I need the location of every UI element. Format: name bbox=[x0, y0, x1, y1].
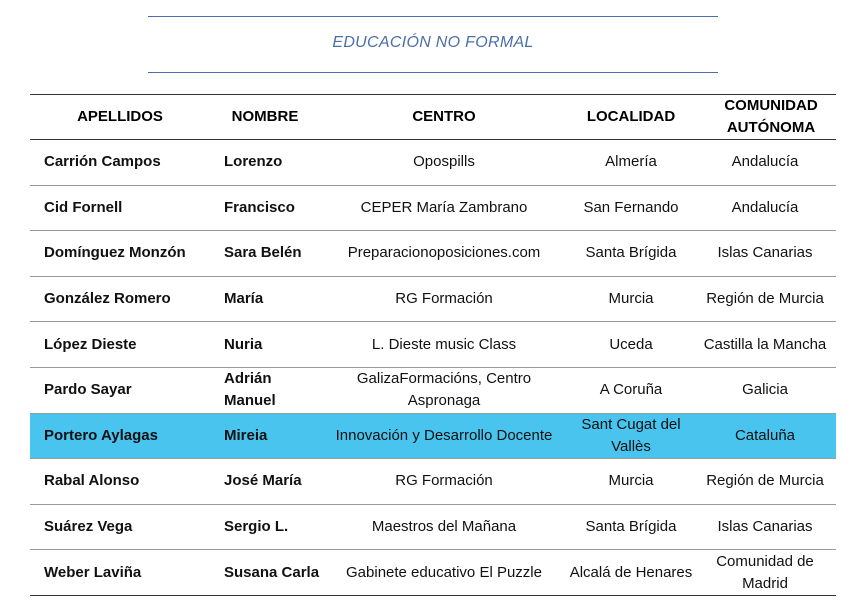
table-row bbox=[30, 231, 836, 277]
cell-localidad: Almería bbox=[605, 153, 657, 171]
cell-localidad: A Coruña bbox=[599, 381, 663, 399]
cell-centro: L. Dieste music Class bbox=[371, 335, 517, 353]
cell-apellidos: González Romero bbox=[44, 290, 171, 308]
cell-centro: RG Formación bbox=[395, 290, 493, 308]
cell-centro: CEPER María Zambrano bbox=[360, 198, 528, 216]
cell-localidad: Alcalá de Henares bbox=[569, 563, 693, 581]
cell-apellidos: Suárez Vega bbox=[44, 518, 133, 536]
cell-localidad: Murcia bbox=[608, 290, 654, 308]
cell-centro: Maestros del Mañana bbox=[371, 518, 517, 536]
cell-centro: RG Formación bbox=[395, 472, 493, 490]
cell-apellidos: Pardo Sayar bbox=[44, 381, 132, 399]
cell-localidad: Murcia bbox=[608, 472, 654, 490]
column-header-apellidos: APELLIDOS bbox=[30, 95, 210, 140]
table-row bbox=[30, 504, 836, 550]
cell-comunidad: Islas Canarias bbox=[717, 518, 813, 536]
cell-centro: Innovación y Desarrollo Docente bbox=[335, 426, 553, 444]
cell-comunidad: Galicia bbox=[742, 381, 788, 399]
cell-comunidad: Andalucía bbox=[731, 198, 799, 216]
table-row bbox=[30, 550, 836, 596]
cell-localidad: San Fernando bbox=[583, 198, 679, 216]
cell-comunidad: Andalucía bbox=[731, 153, 799, 171]
cell-nombre: Francisco bbox=[224, 198, 295, 216]
column-header-comunidad: COMUNIDAD AUTÓNOMA bbox=[694, 95, 836, 140]
cell-nombre: Lorenzo bbox=[224, 153, 283, 171]
cell-nombre: María bbox=[224, 290, 264, 308]
participants-table bbox=[30, 94, 836, 596]
cell-centro: Gabinete educativo El Puzzle bbox=[346, 563, 542, 581]
bottom-divider bbox=[148, 72, 718, 73]
cell-apellidos: Domínguez Monzón bbox=[44, 244, 186, 262]
cell-comunidad: Comunidad de Madrid bbox=[716, 552, 814, 592]
table-row bbox=[30, 140, 836, 186]
table-row bbox=[30, 367, 836, 413]
cell-nombre: Mireia bbox=[224, 426, 268, 444]
cell-centro: Preparacionoposiciones.com bbox=[347, 244, 541, 262]
cell-apellidos: Rabal Alonso bbox=[44, 472, 140, 490]
cell-nombre: Sara Belén bbox=[224, 244, 302, 262]
table-row bbox=[30, 276, 836, 322]
cell-apellidos: Cid Fornell bbox=[44, 198, 123, 216]
table-row bbox=[30, 185, 836, 231]
cell-nombre: Susana Carla bbox=[224, 563, 320, 581]
table-row-highlighted bbox=[30, 413, 836, 459]
column-header-centro: CENTRO bbox=[320, 95, 568, 140]
cell-comunidad: Cataluña bbox=[734, 426, 796, 444]
cell-comunidad: Región de Murcia bbox=[706, 472, 824, 490]
cell-localidad: Uceda bbox=[609, 335, 653, 353]
cell-comunidad: Región de Murcia bbox=[706, 290, 824, 308]
section-heading: EDUCACIÓN NO FORMAL bbox=[332, 34, 534, 51]
column-header-nombre: NOMBRE bbox=[210, 95, 320, 140]
cell-nombre: Nuria bbox=[224, 335, 263, 353]
cell-centro: Opospills bbox=[413, 153, 475, 171]
header-row bbox=[30, 95, 836, 140]
cell-localidad: Sant Cugat del Vallès bbox=[581, 415, 681, 455]
cell-apellidos: Weber Laviña bbox=[44, 563, 142, 581]
table-row bbox=[30, 322, 836, 368]
cell-comunidad: Castilla la Mancha bbox=[703, 335, 827, 353]
cell-nombre: Adrián Manuel bbox=[224, 370, 276, 410]
column-header-localidad: LOCALIDAD bbox=[568, 95, 694, 140]
top-divider bbox=[148, 16, 718, 17]
cell-localidad: Santa Brígida bbox=[585, 244, 677, 262]
cell-apellidos: López Dieste bbox=[44, 335, 137, 353]
cell-centro: GalizaFormacións, Centro Aspronaga bbox=[356, 370, 532, 410]
cell-apellidos: Portero Aylagas bbox=[44, 426, 158, 444]
cell-apellidos: Carrión Campos bbox=[44, 153, 161, 171]
cell-localidad: Santa Brígida bbox=[585, 518, 677, 536]
table-row bbox=[30, 459, 836, 505]
cell-nombre: Sergio L. bbox=[224, 518, 289, 536]
cell-comunidad: Islas Canarias bbox=[717, 244, 813, 262]
cell-nombre: José María bbox=[224, 472, 302, 490]
